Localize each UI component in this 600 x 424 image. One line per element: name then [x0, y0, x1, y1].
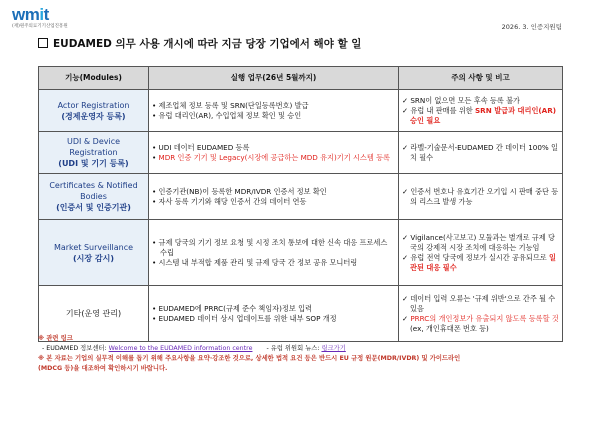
note-item: ✓ 라벨-기술문서-EUDAMED 간 데이터 100% 일치 필수: [402, 142, 558, 162]
disclaimer-line-2: (MDCG 등)을 대조하여 확인하시기 바랍니다.: [38, 365, 168, 372]
tasks-cell: [149, 90, 399, 132]
tasks-cell: [149, 220, 399, 286]
tasks-cell: [149, 174, 399, 220]
eudamed-link-label: - EUDAMED 정보센터:: [42, 345, 109, 352]
task-item: • 자사 등록 기기와 해당 인증서 간의 데이터 연동: [152, 196, 307, 206]
task-item: • 규제 당국의 기기 정보 요청 및 시정 조치 통보에 대한 신속 대응 프로세스 수립: [152, 237, 388, 257]
header-modules: 기능(Modules): [39, 67, 149, 90]
task-item: • 제조업체 정보 등록 및 SRN(단일등록번호) 발급: [152, 100, 309, 110]
eu-news-label: - 유럽 위원회 뉴스:: [266, 345, 322, 352]
disclaimer-line-1: ※ 본 자료는 기업의 실무적 이해를 돕기 위해 주요사항을 요약·강조한 것으로, 상세한 법적 요건 등은 반드시 EU 규정 원문(MDR/IVDR) 및 가이드라인: [38, 355, 461, 362]
logo-subtitle: (재)원주의료기기산업진흥원: [12, 24, 68, 29]
module-name-ko: (경제운영자 등록): [61, 111, 126, 121]
note-item: ✓ 유럽 내 판매를 위한 SRN 발급과 대리인(AR) 승인 필요: [402, 105, 557, 125]
notes-cell: [399, 220, 563, 286]
table-row-certificates: [39, 174, 563, 220]
module-cell: [39, 90, 149, 132]
header-notes: 주의 사항 및 비고: [399, 67, 563, 90]
notes-cell: [399, 174, 563, 220]
module-name-en: Certificates & Notified Bodies: [49, 181, 138, 201]
module-name: 기타(운영 관리): [65, 309, 122, 318]
table-row-market-surveillance: [39, 220, 563, 286]
note-item: ✓ 데이터 입력 오류는 '규제 위반'으로 간주 될 수 있음: [402, 293, 556, 313]
title-text: EUDAMED 의무 사용 개시에 따라 지금 당장 기업에서 해야 할 일: [53, 38, 362, 50]
document-title: [38, 37, 361, 51]
module-name-ko: (UDI 및 기기 등록): [58, 159, 129, 168]
note-item: ✓ Vigilance(사고보고) 모듈과는 별개로 규제 당국의 강제적 시장 조치에 대응하는 기능임: [402, 232, 555, 252]
module-cell: [39, 220, 149, 286]
table-header-row: [39, 67, 563, 90]
header-tasks: 실행 업무(26년 5월까지): [149, 67, 399, 90]
module-name-en: Actor Registration: [57, 100, 130, 110]
document-date: 2026. 3. 인증지원팀: [501, 23, 562, 31]
module-name-en: Market Surveillance: [53, 242, 134, 252]
task-item: • EUDAMED 데이터 상시 업데이트를 위한 내부 SOP 개정: [152, 313, 337, 323]
eudamed-info-centre-link[interactable]: Welcome to the EUDAMED information centre: [108, 345, 253, 352]
note-item: ✓ 유럽 전역 당국에 정보가 실시간 공유되므로 일관된 대응 필수: [402, 252, 556, 272]
eu-news-link[interactable]: 링크가기: [321, 345, 346, 352]
table-row-udi-device-registration: [39, 132, 563, 174]
module-name-en: UDI & Device Registration: [66, 137, 121, 157]
checkbox-square-icon: [38, 38, 48, 48]
links-row: [38, 344, 460, 354]
note-item: ✓ 인증서 번호나 유효기간 오기입 시 판매 중단 등의 리스크 발생 가능: [402, 186, 559, 206]
note-item: ✓ SRN이 없으면 모든 후속 등록 불가: [402, 95, 520, 105]
links-heading: ※ 관련 링크: [38, 335, 73, 342]
tasks-cell: [149, 132, 399, 174]
task-item: • MDR 인증 기기 및 Legacy(시장에 공급하는 MDD 유지)기기 시스템 등록: [152, 152, 390, 162]
company-logo: [12, 6, 68, 29]
footnotes: [38, 334, 460, 374]
note-item: ✓ PRRC의 개인정보가 유출되지 않도록 등록할 것(ex, 개인휴대폰 번호 등): [402, 313, 559, 333]
tasks-table: [38, 66, 563, 342]
module-name-ko: (시장 감시): [72, 253, 114, 263]
notes-cell: [399, 90, 563, 132]
logo-mark: wmit: [12, 5, 49, 24]
module-cell: [39, 174, 149, 220]
task-item: • UDI 데이터 EUDAMED 등록: [152, 142, 250, 152]
module-cell: [39, 132, 149, 174]
module-name-ko: (인증서 및 인증기관): [56, 203, 131, 212]
task-item: • 시스템 내 부적합 제품 관리 및 규제 당국 간 정보 공유 모니터링: [152, 257, 358, 267]
task-item: • 유럽 대리인(AR), 수입업체 정보 확인 및 승인: [152, 110, 302, 120]
task-item: • 인증기관(NB)이 등록한 MDR/IVDR 인증서 정보 확인: [152, 186, 327, 196]
notes-cell: [399, 132, 563, 174]
table-row-actor-registration: [39, 90, 563, 132]
task-item: • EUDAMED에 PRRC(규제 준수 책임자)정보 입력: [152, 303, 312, 313]
